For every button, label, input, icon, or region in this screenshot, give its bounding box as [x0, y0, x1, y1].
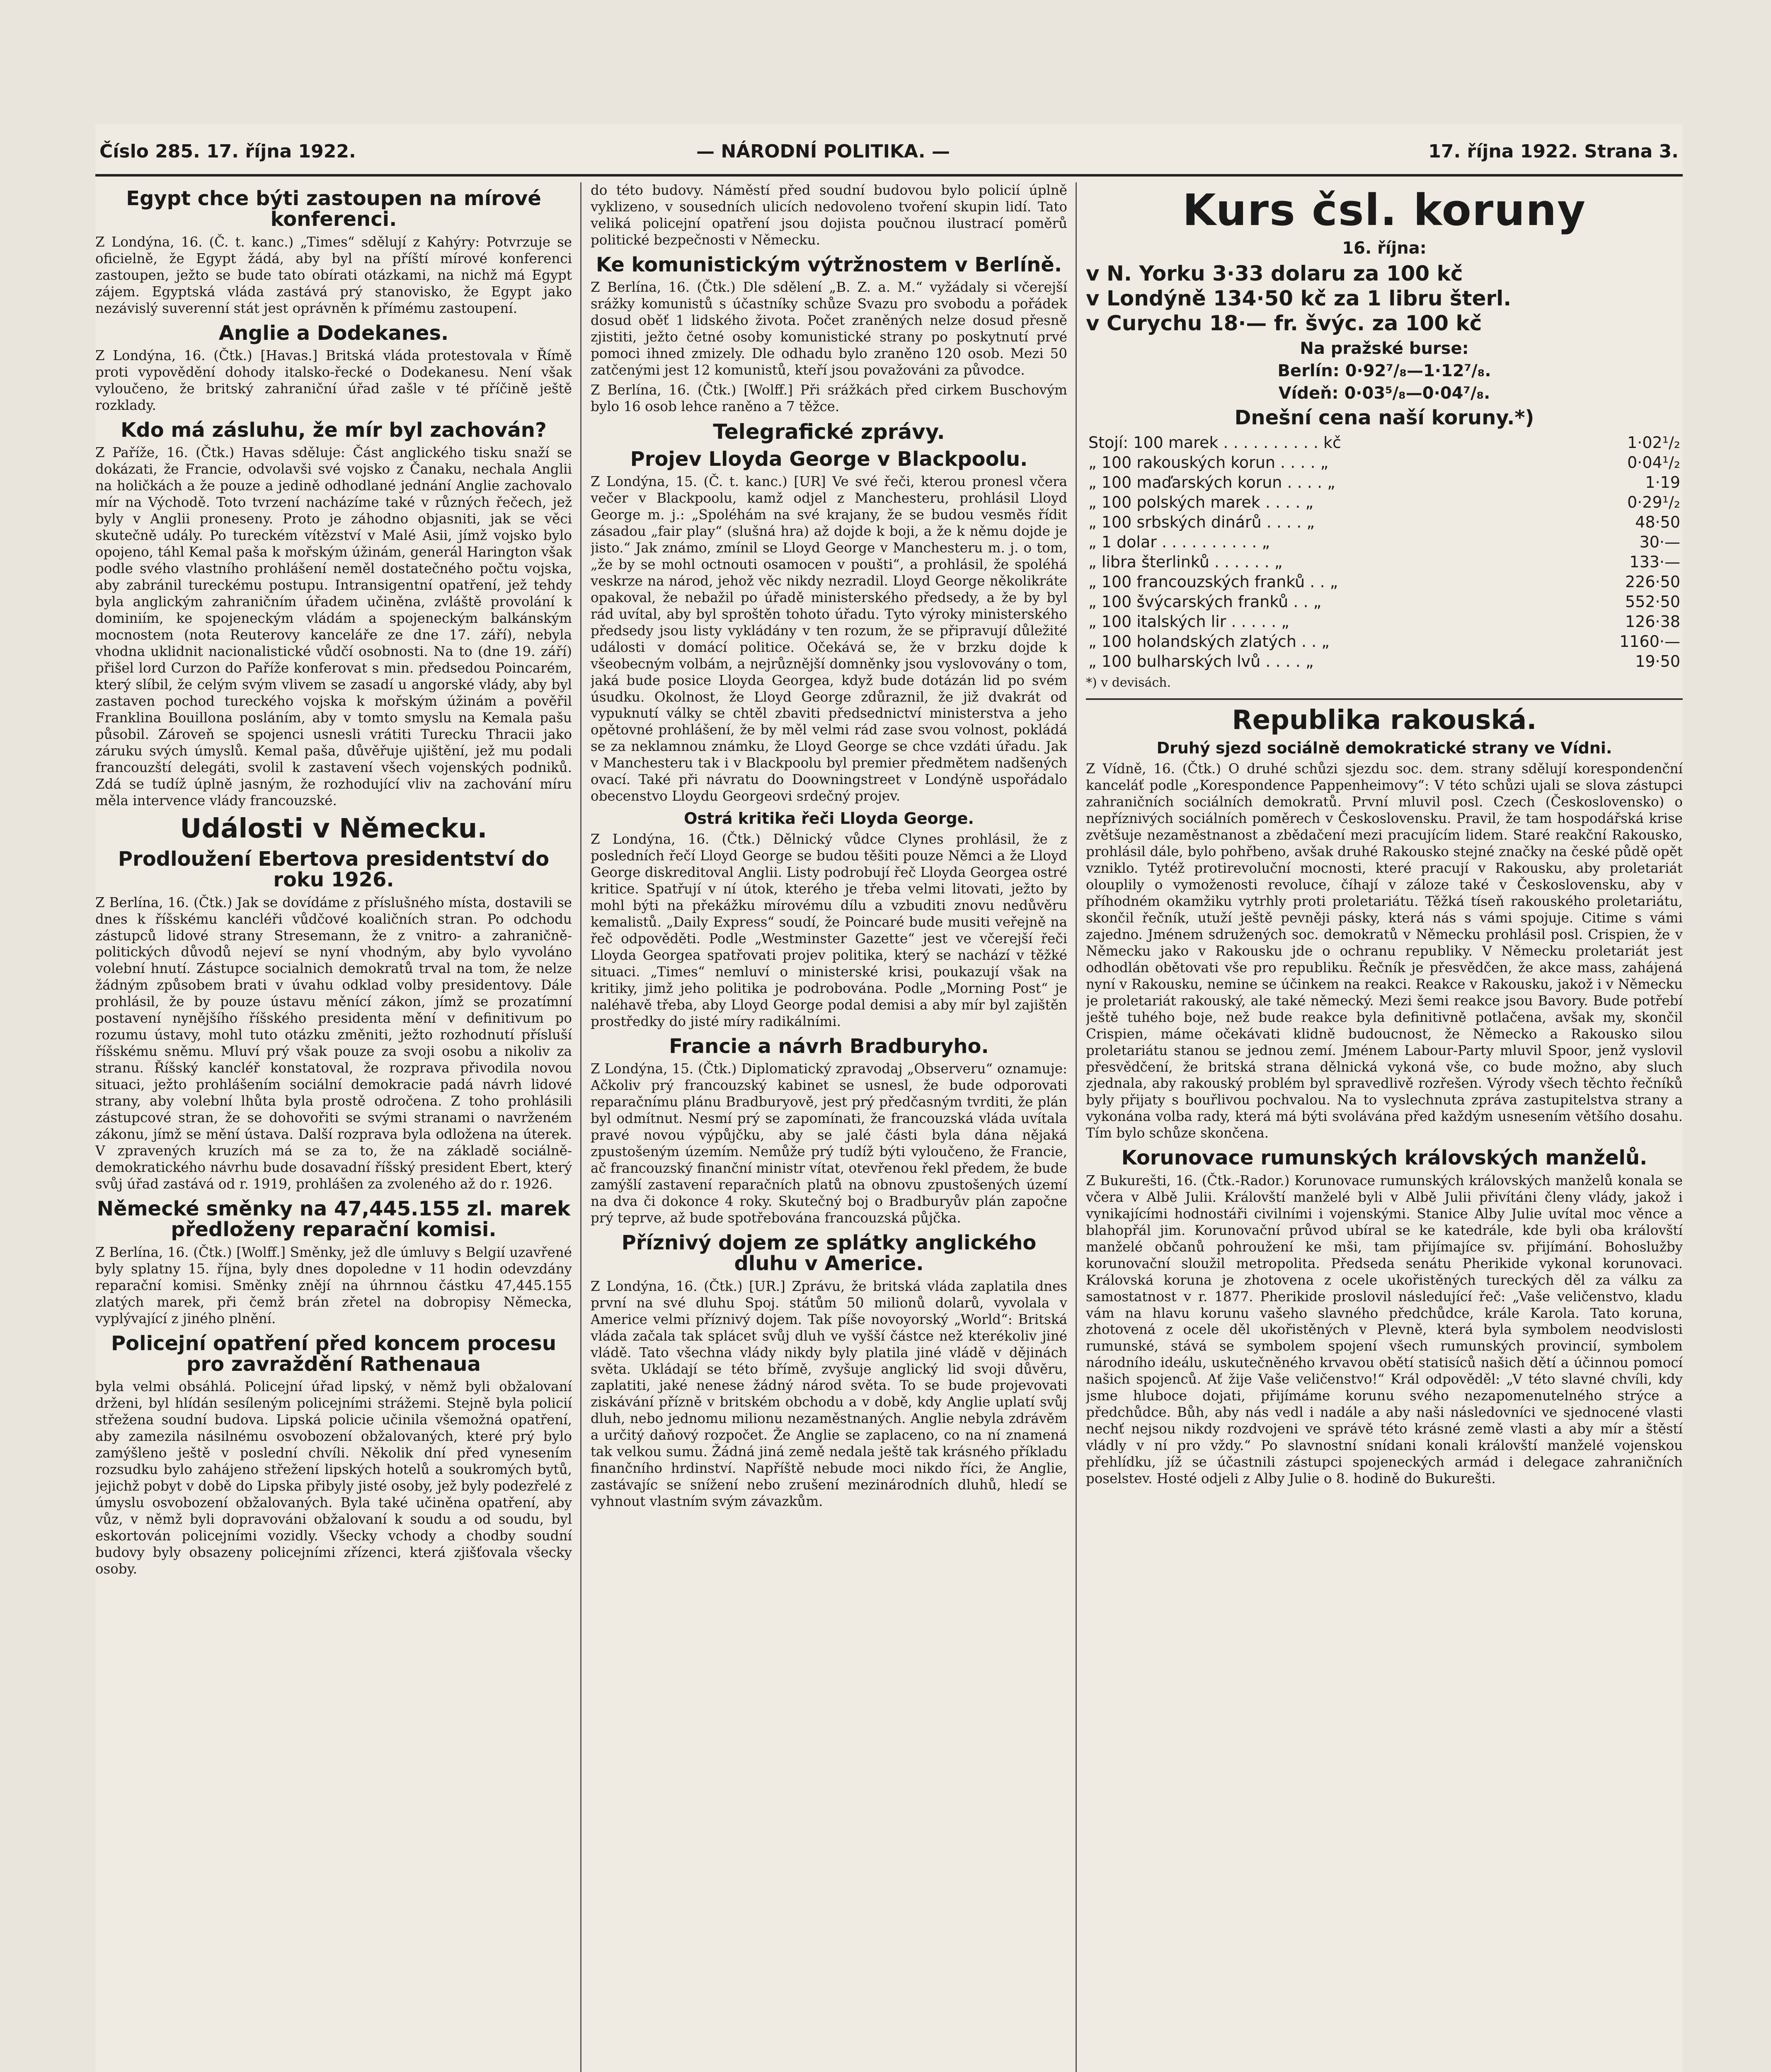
prague-bourse-header: Na pražské burse: [1300, 339, 1469, 358]
rate-row [1086, 572, 1683, 592]
rate-value: 1160·— [1619, 632, 1680, 651]
article-paragraph: Z Berlína, 16. (Čtk.) [Wolff.] Při srážkách před cirkem Buschovým bylo 16 osob lehce raněno a 7 těžce. [591, 382, 1067, 415]
column-3 [1086, 182, 1683, 2072]
rate-row [1086, 552, 1683, 572]
article-headline: Druhý sjezd sociálně demokratické strany ve Vídni. [1156, 739, 1612, 758]
article-headline: Prodloužení Ebertova presidentství do roku 1926. [118, 847, 550, 892]
article-headline: Události v Německu. [180, 813, 487, 844]
rate-value: 30·— [1639, 533, 1680, 551]
article-paragraph: Z Londýna, 16. (Čtk.) [UR.] Zprávu, že britská vláda zaplatila dnes první na své dluhu Spoj. státům 50 milionů dolarů, vyvolala v Americe velmi příznivý dojem. Tak píše novoyorský „World“: Britská vláda začala tak splácet svůj dluh ve vyšší částce než kterékoliv jiné vládě. Tato všechna vlády nikdy byly platila jiné vládě v dějinách světa. Ukládají se této břímě, zvyšuje anglický lid svoji důvěru, zaplatiti, jaké nenese žádný národ světa. To se bude projevovati ziskávání přízně v britském obchodu a v době, kdy Anglie uplatí svůj dluh, nebo jednomu milionu nezaměstnaných. Anglie nebyla zdrávěm a určitý daňový rozpočet. Že Anglie se zaplaceno, co na ní znamená tak velkou sumu. Žádná jiná země nedala ještě tak krásného příkladu finančního hrdinství. Napříště nebude moci nikdo říci, že Anglie, zastávajíc se snížení nebo zrušení mezinárodních dluhů, hledí se vyhnout vlastním svým závazkům. [591, 1278, 1067, 1510]
column-divider [1076, 182, 1077, 2072]
article-headline: Telegrafické zprávy. [713, 420, 945, 444]
article-headline: Ostrá kritika řeči Lloyda George. [684, 809, 974, 828]
rate-row [1086, 453, 1683, 472]
article-paragraph: Z Bukurešti, 16. (Čtk.-Rador.) Korunovace rumunských královských manželů konala se včera v Albě Julii. Královští manželé byli v Albě Julii přivítáni členy vlády, jakož i vynikajícími hodnostáři civilními i vojenskými. Stanice Alby Julie uvítal moc věnce a blahopřál jim. Korunovační průvod ubíral se ke katedrále, kde byli oba královští manželé občanů pohroužení ke mši, tam přijímajíce sv. přijímání. Bohoslužby korunovační sloužil metropolita. Předseda senátu Pherikide vykonal korunovaci. Královská koruna je zhotovena z ocele ukořistěných tureckých děl za válku za samostatnost v r. 1877. Pherikide proslovil následující řeč: „Vaše veličenstvo, kladu vám na hlavu korunu vašeho slavného předchůdce, krále Karola. Tato koruna, zhotovená z ocele děl ukořistěných v Plevně, která byla symbolem neodvislosti rumunské, stává se symbolem spojení všech rumunských provincií, symbolem národního ideálu, uskutečněného krvavou obětí statisíců našich dětí a účinnou pomocí našich spojenců. Ať žije Vaše veličenstvo!“ Král odpověděl: „V této slavné chvíli, kdy jsme hluboce dojati, přijímáme korunu svého nezapomenutelného strýce a předchůdce. Bůh, aby nás vedl i nadále a aby naši následovníci ve sjednocené vlasti nechť nejsou nikdy rozdvojeni ve správě této krásné země vlasti a aby mír a štěstí vládly v ní pro vždy.“ Po slavnostní snídani konali královští manželé vojenskou přehlídku, jíž se účastnili zástupci spojeneckých armád i delegace zahraničních poselstev. Hosté odjeli z Alby Julie o 8. hodině do Bukurešti. [1086, 1172, 1683, 1487]
column-divider [580, 182, 581, 2072]
rate-value: 126·38 [1625, 612, 1680, 631]
rate-row [1086, 512, 1683, 532]
masthead [95, 124, 1683, 177]
column-3-articles [1086, 707, 1683, 1487]
today-price-header: Dnešní cena naší koruny.*) [1234, 406, 1534, 429]
article-paragraph: Z Londýna, 16. (Č. t. kanc.) „Times“ sdělují z Kahýry: Potvrzuje se oficielně, že Egypt žádá, aby byl na příští mírové konferenci zastoupen, ježto se bude tato obírati otázkami, na nichž má Egypt zájem. Egyptská vláda zastává prý stanovisko, že Egypt jako nezávislý suverenní stát jest oprávněn k přímému zastoupení. [95, 234, 572, 316]
rate-label: „ 100 švýcarských franků . . „ [1088, 593, 1322, 611]
currency-title: Kurs čsl. koruny [1182, 185, 1587, 235]
rate-label: „ 100 bulharských lvů . . . . „ [1088, 652, 1314, 670]
rate-row [1086, 592, 1683, 612]
article-paragraph: Z Londýna, 16. (Čtk.) Dělnický vůdce Clynes prohlásil, že z posledních řečí Lloyd George se budou těšiti pouze Němci a že Lloyd George diskreditoval Anglii. Listy podrobují řeč Lloyda Georgea ostré kritice. Spatřují v ní útok, kterého je třeba velmi litovati, ježto by mohl býti na překážku mírovému dílu a vzbuditi znovu nedůvěru kemalistů. „Daily Express“ soudí, že Poincaré bude musiti veřejně na řeč odpověděti. Podle „Westminster Gazette“ jest ve včerejší řeči Lloyda Georgea spatřovati projev politika, který se nachází v těžké situaci. „Times“ nemluví o ministerské krisi, poukazují však na kritiky, jimž jeho politika je podrobována. Podle „Morning Post“ je naléhavě třeba, aby Lloyd George podal demisi a aby mír byl zajištěn prostředky do jisté míry radikálními. [591, 831, 1067, 1029]
rate-label: „ 1 dolar . . . . . . . . . . „ [1088, 533, 1270, 551]
article-paragraph: byla velmi obsáhlá. Policejní úřad lipský, v němž byli obžalovaní drženi, byl hlídán sesíleným policejními strážemi. Stejně byla policií střežena soudní budova. Lipská policie učinila všemožná opatření, aby zamezila násilnému osvobození obžalovaných, které prý bylo zamýšleno ještě v poslední chvíli. Několik dní před vynesením rozsudku bylo zahájeno střežení lipských hotelů a soukromých bytů, jejichž pobyt v době do Lipska přibyly jisté osoby, jež byly podezřelé z úmyslu osvobození obžalovaných. Byla také učiněna opatření, aby vůz, v němž byli dopravováni obžalovaní k soudu a od soudu, byl eskortován policejními vozidly. Všecky vchody a chodby soudní budovy byly obsazeny policejními zřízenci, která zjišťovala všecky osoby. [95, 1379, 572, 1577]
rate-label: „ 100 holandských zlatých . . „ [1088, 632, 1330, 651]
rate-value: 133·— [1629, 553, 1680, 571]
article-headline: Příznivý dojem ze splátky anglického dluhu v Americe. [621, 1231, 1037, 1276]
rate-value: 1·19 [1645, 473, 1680, 491]
article-headline: Německé směnky na 47,445.155 zl. marek předloženy reparační komisi. [97, 1197, 571, 1242]
article-paragraph: Z Berlína, 16. (Čtk.) Jak se dovídáme z příslušného místa, dostavili se dnes k říšskému kancléři vůdčové koaličních stran. Po odchodu zástupců lidové strany Stresemann, že z vnitro- a zahraničně-politických důvodů nejeví se nyní vhodným, aby bylo vyvoláno volební hnutí. Zástupce socialnich demokratů trval na tom, že nelze žádným způsobem brati v úvahu odklad volby presidentovy. Dále prohlásil, že by pouze ústavu měnící zákon, jímž se prozatímní postavení nynějšího říšského presidenta mění v definitivum po rozumu ústavy, mohl tuto otázku změniti, ježto rozhodnutí přísluší říšskému sněmu. Mluví prý však pouze za svoji osobu a nikoliv za stranu. Říšský kancléř konstatoval, že rozprava přivodila novou situaci, ježto prohlášením sociální demokracie padá návrh lidové strany, aby volební lhůta byla prostě odročena. Z toho prohlásili zástupcové stran, že se dohovořiti se svými stranami o navrženém zákonu, jímž se mění ústava. Další rozprava byla odložena na úterek. V zpravených kruzích má se za to, že na základě sociálně-demokratického návrhu bude dosavadní říšský president Ebert, který svůj úřad zastává od r. 1919, prohlášen za zvoleného až do r. 1926. [95, 894, 572, 1192]
rate-label: „ 100 francouzských franků . . „ [1088, 573, 1338, 591]
article-headline: Anglie a Dodekanes. [218, 321, 449, 345]
column-1 [95, 182, 572, 2072]
rate-line: v Curychu 18·— fr. švýc. za 100 kč [1086, 311, 1482, 335]
rate-label: „ 100 rakouských korun . . . . „ [1088, 453, 1329, 472]
rates-footnote: *) v devisách. [1086, 675, 1171, 690]
article-paragraph: do této budovy. Náměstí před soudní budovou bylo policií úplně vyklizeno, v sousedních ulicích nedovoleno tvoření skupin lidí. Tato veliká policejní opatření jsou dojista poučnou ilustrací poměrů politické bezpečnosti v Německu. [591, 182, 1067, 248]
rate-row [1086, 632, 1683, 651]
article-headline: Egypt chce býti zastoupen na mírové konferenci. [126, 187, 541, 231]
section-rule [1086, 698, 1683, 700]
article-paragraph: Z Londýna, 15. (Č. t. kanc.) [UR] Ve své řeči, kterou pronesl včera večer v Blackpoolu, kamž odjel z Manchesteru, prohlásil Lloyd George m. j.: „Spoléhám na své krajany, že se budou vesměs řídit zásadou „fair play“ (slušná hra) až dojde k boji, a že k němu dojde je jisto.“ Jak známo, zmínil se Lloyd George v Manchesteru m. j. o tom, „že by se mohl octnouti osamocen v poušti“, a prohlásil, že spoléhá veskrze na národ, jehož věc nikdy nezradil. Lloyd George několikráte opakoval, že nebažil po úřadě ministerského předsedy, a že by byl rád uvítal, aby byl sproštěn tohoto úřadu. Tyto výroky ministerského předsedy jsou listy vykládány v ten rozum, že se připravují důležité události v domácí politice. Očekává se, že v brzku dojde k všeobecným volbám, a nejrůznější domněnky jsou vyslovovány o tom, jaká bude posice Lloyda Georgea, když bude dotázán lid po svém úsudku. Okolnost, že Lloyd George zdůraznil, že již dvakrát od vypuknutí války se chtěl zbaviti předsednictví ministerstva a jeho opětovné prohlášení, že by měl velmi rád zase svou volnost, pokládá se za neklamnou známku, že Lloyd George se chce vzdáti úřadu. Jak v Manchesteru tak i v Blackpoolu byl premier předmětem nadšených ovací. Také při návratu do Doowningstreet v Londýně uspořádalo obecenstvo Lloydu Georgeovi srdečný projev. [591, 473, 1067, 804]
article-headline: Projev Lloyda George v Blackpoolu. [630, 447, 1028, 471]
rate-row [1086, 472, 1683, 492]
rate-row [1086, 612, 1683, 632]
currency-date: 16. října: [1342, 239, 1427, 258]
rate-row [1086, 492, 1683, 512]
rate-value: 48·50 [1635, 513, 1680, 531]
rate-label: „ 100 srbských dinárů . . . . „ [1088, 513, 1315, 531]
newspaper-page [95, 124, 1683, 2072]
article-headline: Policejní opatření před koncem procesu pro zavraždění Rathenaua [111, 1331, 557, 1376]
rate-label: „ 100 polských marek . . . . „ [1088, 493, 1314, 511]
article-paragraph: Z Paříže, 16. (Čtk.) Havas sděluje: Část anglického tisku snaží se dokázati, že Francie, odvolavši své vojsko z Čanaku, nechala Anglii na holičkách a že pouze a jedině odhodlané jednání Anglie zachovalo mír na Východě. Toto tvrzení nacházíme také v různých řečech, jež byly v Anglii proneseny. Proto je záhodno objasniti, jak se věci skutečně udály. Po tureckém vítězství v Malé Asii, jímž vojsko bylo opojeno, táhl Kemal paša k mořským úžinám, generál Harington však podle svého vlastního prohlášení neměl dostatečného počtu vojska, aby zabránil tureckému postupu. Intransigentní opatření, jež tehdy byla anglickým zahraničním úřadem učiněna, zvláště provolání k dominiím, ke spojeneckým vládám a spojeneckým balkánským mocnostem (nota Reuterovy kanceláře ze dne 17. září), nebyla vhodna uklidnit nacionalistické vůdčí osobnosti. Na to (dne 19. září) přišel lord Curzon do Paříže konferovat s min. předsedou Poincarém, který slíbil, že celým svým vlivem se zasadí u angorské vlády, aby byl zastaven pochod tureckého vojska k mořským úžinám a pověřil Franklina Bouillona posláním, aby v tomto smyslu na Kemala pašu působil. Zároveň se spojenci usnesli vrátiti Turecku Thracii jako záruku svých úmyslů. Kemal paša, důvěřuje ujištění, jež mu podali francouzští delegáti, svolil k zastavení všech vojenských podniků. Zdá se tudíž úplně jasným, že rozhodující vliv na zachování míru měla intervence vlády francouzské. [95, 445, 572, 808]
rate-label: „ 100 maďarských korun . . . . „ [1088, 473, 1335, 491]
article-paragraph: Z Londýna, 16. (Čtk.) [Havas.] Britská vláda protestovala v Římě proti vypovědění dohody italsko-řecké o Dodekanesu. Není však vyloučeno, že britský zahraniční úřad zašle v té příčině ještě rozklady. [95, 348, 572, 413]
rate-value: 552·50 [1625, 593, 1680, 611]
currency-box [1086, 185, 1683, 700]
article-headline: Republika rakouská. [1232, 705, 1537, 736]
issue-info: Číslo 285. 17. října 1922. [99, 141, 356, 162]
article-headline: Ke komunistickým výtržnostem v Berlíně. [596, 253, 1062, 276]
article-paragraph: Z Londýna, 15. (Čtk.) Diplomatický zpravodaj „Observeru“ oznamuje: Ačkoliv prý francouzský kabinet se usnesl, že bude odporovati reparačnímu plánu Bradburyově, jest prý předčasným tvrditi, že plán byl odmítnut. Nesmí prý se zapomínati, že francouzská vláda uvítala pravé novou výpůjčku, aby se jalé části byla dána nějaká zpustošeným územím. Nemůže prý tudíž býti vyloučeno, že Francie, ač francouzský finanční ministr vítat, otevřenou řekl předem, že bude zamýšlí zastavení reparačních platů na obnovu zpustošených území na dva či dokonce 4 roky. Skutečný boj o Bradburyův plán započne prý teprve, až bude spotřebována francouzská půjčka. [591, 1061, 1067, 1226]
column-2 [591, 182, 1067, 2072]
rate-value: 0·29¹/₂ [1627, 493, 1680, 511]
page-info: 17. října 1922. Strana 3. [1428, 141, 1679, 162]
rate-row [1086, 532, 1683, 552]
prague-rate: Berlín: 0·92⁷/₈—1·12⁷/₈. [1277, 361, 1491, 380]
rate-value: 0·04¹/₂ [1627, 453, 1680, 472]
rate-line: v Londýně 134·50 kč za 1 libru šterl. [1086, 286, 1512, 310]
rate-value: 1·02¹/₂ [1627, 433, 1680, 452]
rate-row [1086, 651, 1683, 671]
rate-label: Stojí: 100 marek . . . . . . . . . . kč [1088, 433, 1341, 452]
article-headline: Korunovace rumunských královských manželů. [1121, 1146, 1647, 1170]
article-paragraph: Z Berlína, 16. (Čtk.) Dle sdělení „B. Z. a. M.“ vyžádaly si včerejší srážky komunistů s účastníky schůze Svazu pro svobodu a pořádek dosud oběť 1 lidského života. Počet zraněných nelze dosud přesně zjistiti, ježto četné osoby komunistické strany po poskytnutí prvé pomoci ihned zmizely. Dle odhadu bylo zraněno 120 osob. Mezi 50 zatčenými jest 12 komunistů, kteří jsou považováni za původce. [591, 279, 1067, 378]
article-headline: Kdo má zásluhu, že mír byl zachován? [121, 418, 547, 442]
newspaper-title: — NÁRODNÍ POLITIKA. — [696, 141, 950, 162]
rate-value: 226·50 [1625, 573, 1680, 591]
rate-label: „ 100 italských lir . . . . . „ [1088, 612, 1289, 631]
rate-label: „ libra šterlinků . . . . . . „ [1088, 553, 1283, 571]
rate-line: v N. Yorku 3·33 dolaru za 100 kč [1086, 261, 1463, 286]
rate-row [1086, 433, 1683, 453]
article-paragraph: Z Berlína, 16. (Čtk.) [Wolff.] Směnky, jež dle úmluvy s Belgií uzavřené byly splatny 15. října, byly dnes dopoledne v 11 hodin odevzdány reparační komisi. Směnky znějí na úhrnnou částku 47,445.155 zlatých marek, při čemž brán zřetel na dobropisy Německa, vyplývající z jiného plnění. [95, 1244, 572, 1326]
article-paragraph: Z Vídně, 16. (Čtk.) O druhé schůzi sjezdu soc. dem. strany sdělují korespondenční kanceláť podle „Korespondence Pappenheimovy“: V této schůzi ujali se slova zástupci zahraničních sociálních demokratů. První mluvil posl. Czech (Československo) o nepříznivých sociálních poměrech v Československu. Pravil, že tam hospodářská krise zvětšuje nezaměstnanost a zbědačení mezi pracujícím lidem. Staré reakční Rakousko, prohlásil dále, bylo pohřbeno, avšak druhé Rakousko stejné značky na české půdě opět vzniklo. Tytéž protirevoluční mocnosti, které pracují v Rakousku, aby proletariát olouplily o vymoženosti revoluce, číhají v záloze také v Československu, aby v příhodném okamžiku vytrhly proti proletariátu. Těžká tíseň rakouského proletariátu, skončil řečník, utuží ještě pevněji pásky, která nás s vámi spojuje. Citime s vámi zajedno. Jménem sdružených soc. demokratů v Německu prohlásil posl. Crispien, že v Německu jako v Rakousku jde o ochranu republiky. V Německu proletariát jest odhodlán obětovati vše pro republiku. Řečník je přesvědčen, že akce mass, zahájená nyní v Rakousku, nemine se účinkem na reakci. Reakce v Rakousku, jakož i v Německu je proletariát rakouský, ale také německý. Mezi šemi reakce jsou Bavory. Bude potřebí ještě tuhého boje, než bude reakce byla definitivně potlačena, avšak my, skončil Crispien, máme očekávati klidně budoucnost, že Německo a Rakousko silou proletariátu stanou se jednou zemí. Jménem Labour-Party mluvil Spoor, jenž vyslovil přesvědčení, že britská strana dělnická vykoná vše, co bude možno, aby sluch zjednala, aby rakouský problém byl spravedlivě rozřešen. Výrody všech těchto řečníků byly přijaty s bouřlivou pochvalou. Na to vyslechnuta zpráva zastupitelstva strany a vykonána volba rady, která má býti svolávána před každým usnesením většího dosahu. Tím bylo schůze skončena. [1086, 761, 1683, 1141]
rates-table [1086, 433, 1683, 671]
article-headline: Francie a návrh Bradburyho. [669, 1034, 989, 1058]
rate-value: 19·50 [1635, 652, 1680, 670]
prague-rate: Vídeň: 0·03⁵/₈—0·04⁷/₈. [1278, 384, 1490, 403]
